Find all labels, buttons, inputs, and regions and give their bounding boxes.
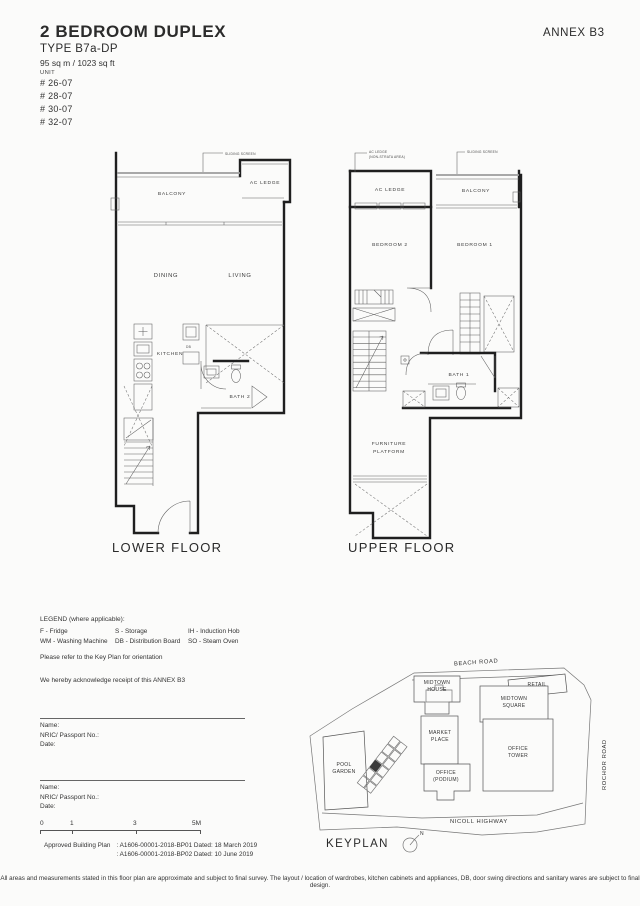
legend-title: LEGEND (where applicable):: [40, 616, 125, 623]
upper-floor-plan: [343, 146, 573, 561]
bedroom1-door: [428, 330, 453, 355]
bedroom2-door: [407, 288, 431, 312]
scale-tick: 0: [40, 820, 44, 827]
date-label: Date:: [40, 741, 56, 749]
scale-bar: [40, 820, 210, 836]
north-label: N: [420, 831, 424, 837]
road-label-rochor: ROCHOR ROAD: [602, 739, 608, 790]
ac-ledge-label: AC LEDGE: [374, 188, 406, 193]
sliding-screen-annotation: [203, 152, 256, 172]
svg-text:SLIDING SCREEN: SLIDING SCREEN: [225, 152, 256, 156]
north-arrow-icon: [403, 831, 424, 852]
legend-item: F - Fridge: [40, 628, 68, 635]
acknowledgement-note: We hereby acknowledge receipt of this ANNEX B3: [40, 677, 186, 684]
kitchen-counter: [134, 324, 152, 410]
scale-line: [40, 830, 201, 831]
entry-door: [158, 501, 190, 533]
balcony-label: BALCONY: [461, 189, 491, 194]
keyplan-caption: KEYPLAN: [326, 838, 389, 850]
approval-block: [44, 841, 257, 859]
bath1-label: BATH 1: [448, 373, 470, 378]
building-label-office-podium: OFFICE (PODIUM): [433, 770, 459, 783]
bath-shelters: [403, 388, 519, 407]
bath2-label: BATH 2: [229, 395, 251, 400]
ac-ledge-annotation: [355, 150, 405, 172]
orientation-note: Please refer to the Key Plan for orientation: [40, 654, 163, 661]
legend-item: S - Storage: [115, 628, 148, 635]
legend-item: WM - Washing Machine: [40, 637, 108, 645]
scale-tick: 5M: [192, 820, 202, 827]
approval-label: Approved Building Plan: [44, 842, 111, 849]
kitchen-label: KITCHEN: [156, 352, 184, 357]
page-title: 2 BEDROOM DUPLEX: [40, 22, 227, 41]
svg-text:(NON-STRATA AREA): (NON-STRATA AREA): [369, 155, 406, 159]
unit-number: # 30-07: [40, 104, 73, 114]
signature-line: [40, 780, 245, 781]
lower-floor-caption: LOWER FLOOR: [112, 540, 223, 555]
building-label-market-place: MARKET PLACE: [428, 730, 452, 743]
bath1: [401, 353, 510, 408]
subject-unit: [370, 760, 382, 772]
road-label-nicoll: NICOLL HIGHWAY: [450, 819, 508, 825]
dining-label: DINING: [153, 273, 179, 279]
building-label-pool-garden: POOL GARDEN: [332, 762, 356, 775]
annex-label: ANNEX B3: [543, 27, 605, 39]
nric-label: NRIC/ Passport No.:: [40, 731, 99, 739]
signature-block: [40, 780, 245, 812]
legend-item: DB - Distribution Board: [115, 637, 181, 645]
bedroom2-label: BEDROOM 2: [372, 243, 408, 248]
ac-ledge-label: AC LEDGE: [249, 181, 281, 186]
unit-type: TYPE B7a-DP: [40, 43, 118, 55]
furniture-platform: [353, 476, 427, 536]
bedroom2-wardrobe: [353, 290, 395, 321]
name-label: Name:: [40, 722, 60, 729]
road-label-beach: BEACH ROAD: [453, 658, 499, 668]
shelter-hatch: [206, 325, 284, 383]
svg-text:AC LEDGE: AC LEDGE: [369, 150, 388, 154]
balcony-label: BALCONY: [157, 192, 187, 197]
furniture-platform-label: FURNITURE: [371, 442, 407, 447]
unit-area: 95 sq m / 1023 sq ft: [40, 58, 115, 68]
bedroom1-shelter: [484, 296, 514, 352]
bedroom1-wardrobe: [460, 293, 480, 354]
building-label-retail: RETAIL: [527, 682, 547, 688]
furniture-platform-label2: PLATFORM: [373, 450, 405, 455]
nric-label: NRIC/ Passport No.:: [40, 793, 99, 801]
lower-walls: [111, 153, 290, 533]
approval-line-1: : A1606-00001-2018-BP01 Dated: 18 March 2019: [116, 842, 258, 849]
unit-number: # 26-07: [40, 78, 73, 88]
unit-heading: UNIT: [40, 70, 56, 76]
kitchen-storage: [183, 324, 199, 364]
date-label: Date:: [40, 803, 56, 811]
stairs: [124, 418, 153, 486]
approval-line-2: : A1606-00001-2018-BP02 Dated: 10 June 2019: [116, 851, 254, 859]
name-label: Name:: [40, 784, 60, 791]
svg-text:SLIDING SCREEN: SLIDING SCREEN: [467, 150, 498, 154]
signature-block: [40, 718, 245, 750]
footer-disclaimer: All areas and measurements stated in this floor plan are approximate and subject to final survey. The layout / location of wardrobes, kitchen cabinets and appliances, DB, door swing directions and sanitary wares are subject to final design.: [0, 875, 640, 889]
sliding-screen-annotation: [457, 150, 498, 174]
upper-floor-caption: UPPER FLOOR: [348, 540, 456, 555]
unit-number: # 32-07: [40, 117, 73, 127]
building-label-office-tower: OFFICE TOWER: [507, 746, 529, 759]
bedroom1-label: BEDROOM 1: [457, 243, 493, 248]
legend-item: IH - Induction Hob: [188, 628, 240, 635]
living-label: LIVING: [228, 273, 252, 279]
stairs: [353, 331, 386, 391]
legend: [40, 616, 330, 645]
lower-floor-plan: [106, 146, 321, 561]
scale-tick: 3: [133, 820, 137, 827]
building-label-midtown-house: MIDTOWN HOUSE: [423, 680, 451, 693]
signature-line: [40, 718, 245, 719]
building-label-midtown-square: MIDTOWN SQUARE: [500, 696, 528, 709]
unit-number: # 28-07: [40, 91, 73, 101]
void-hatch: [124, 386, 152, 446]
db-label: DB: [186, 345, 191, 349]
bath2: [201, 361, 267, 408]
keyplan: [302, 652, 637, 870]
legend-item: SO - Steam Oven: [188, 637, 239, 645]
scale-tick: 1: [70, 820, 74, 827]
